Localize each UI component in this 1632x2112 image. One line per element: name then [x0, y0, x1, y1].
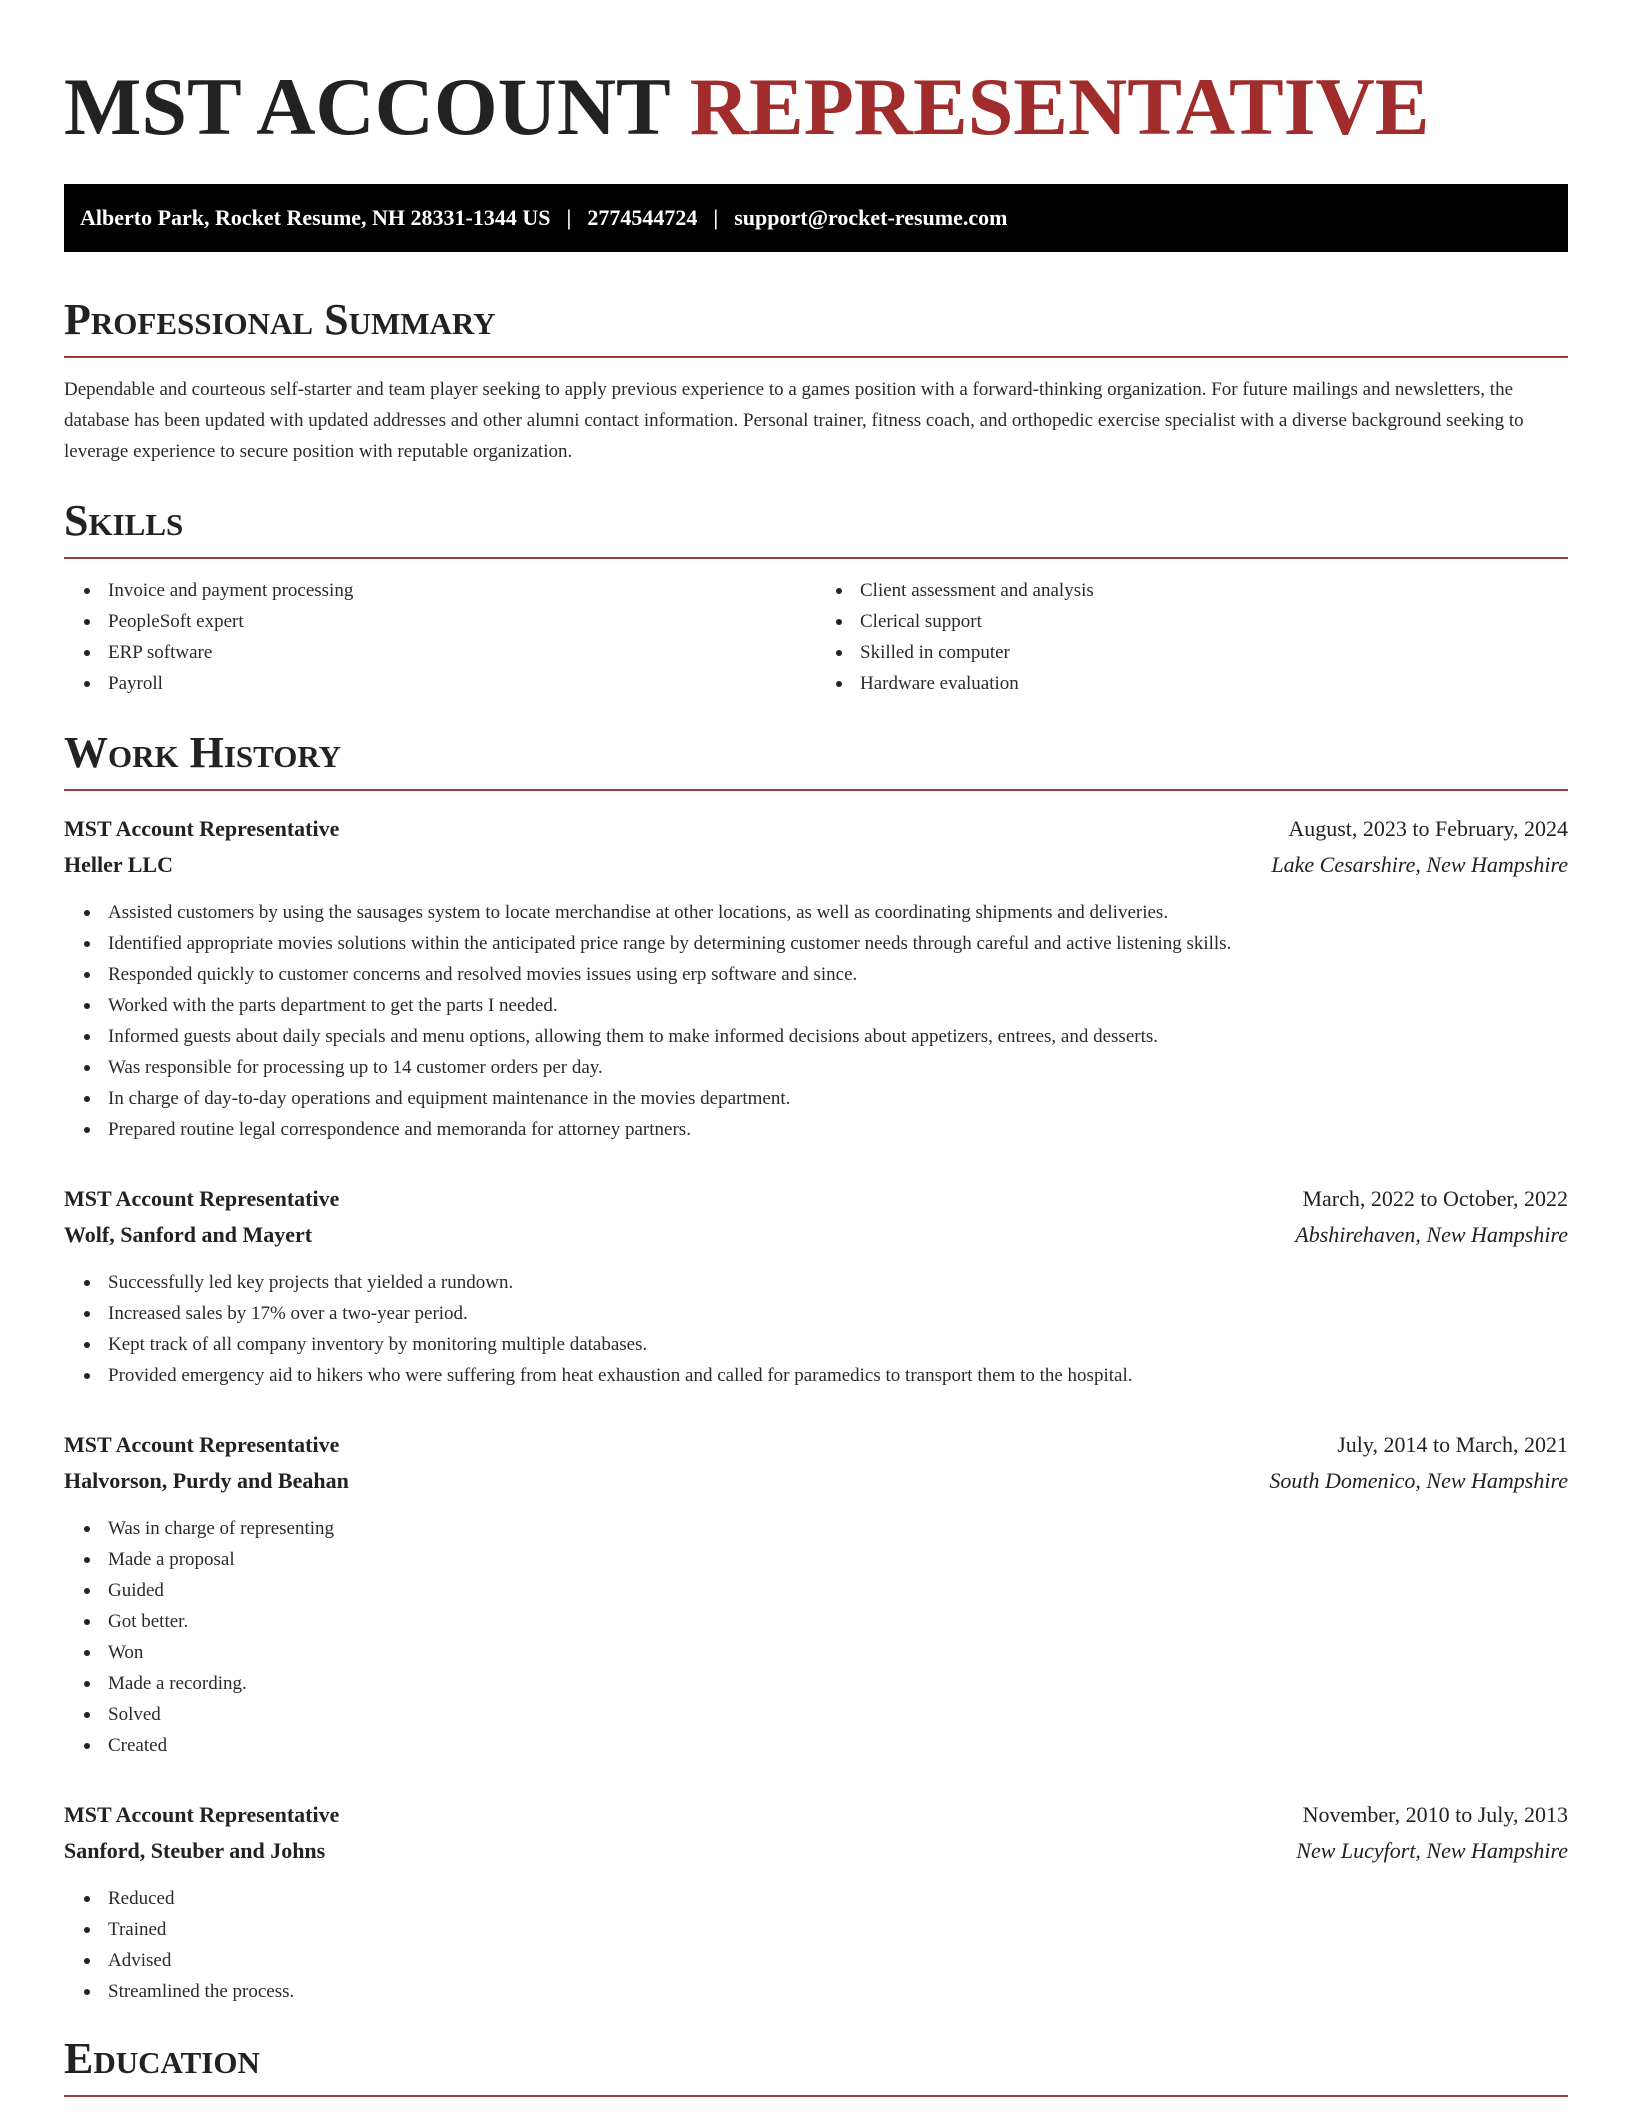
job-bullet: Created: [108, 1730, 1568, 1761]
job-bullet: Kept track of all company inventory by monitoring multiple databases.: [108, 1329, 1568, 1360]
job-bullet: Increased sales by 17% over a two-year period.: [108, 1298, 1568, 1329]
job-bullet: Reduced: [108, 1883, 1568, 1914]
job-company: Halvorson, Purdy and Beahan: [64, 1468, 349, 1493]
job-bullet: In charge of day-to-day operations and equipment maintenance in the movies department.: [108, 1083, 1568, 1114]
job-bullets: [64, 897, 1568, 1145]
job-company: Sanford, Steuber and Johns: [64, 1838, 326, 1863]
job-entry: [64, 1797, 1568, 2007]
job-location: South Domenico, New Hampshire: [1269, 1468, 1568, 1493]
skills-list: [64, 575, 1568, 699]
title-part-1: MST ACCOUNT: [64, 61, 670, 152]
job-title: MST Account Representative: [64, 1432, 340, 1457]
skills-heading: Skills: [64, 499, 1568, 559]
job-location: Lake Cesarshire, New Hampshire: [1271, 852, 1568, 877]
job-dates: November, 2010 to July, 2013: [1302, 1802, 1568, 1827]
job-bullet: Worked with the parts department to get the parts I needed.: [108, 990, 1568, 1021]
contact-address: Alberto Park, Rocket Resume, NH 28331-1344 US: [80, 205, 551, 230]
job-bullet: Streamlined the process.: [108, 1976, 1568, 2007]
job-dates: March, 2022 to October, 2022: [1302, 1186, 1568, 1211]
resume-title: [64, 61, 1568, 152]
job-bullet: Made a recording.: [108, 1668, 1568, 1699]
job-title: MST Account Representative: [64, 1802, 340, 1827]
job-bullet: Assisted customers by using the sausages system to locate merchandise at other locations, as well as coordinating shipments and deliveries.: [108, 897, 1568, 928]
job-bullet: Got better.: [108, 1606, 1568, 1637]
job-dates: July, 2014 to March, 2021: [1337, 1432, 1568, 1457]
contact-separator: |: [566, 205, 572, 230]
job-entry: [64, 1181, 1568, 1391]
job-bullet: Guided: [108, 1575, 1568, 1606]
skill-item: Skilled in computer: [860, 637, 1568, 668]
job-entry: [64, 1427, 1568, 1761]
job-company: Wolf, Sanford and Mayert: [64, 1222, 313, 1247]
job-bullet: Provided emergency aid to hikers who were suffering from heat exhaustion and called for paramedics to transport them to the hospital.: [108, 1360, 1568, 1391]
job-bullet: Trained: [108, 1914, 1568, 1945]
job-bullet: Responded quickly to customer concerns and resolved movies issues using erp software and since.: [108, 959, 1568, 990]
summary-text: Dependable and courteous self-starter and team player seeking to apply previous experience to a games position with a forward-thinking organization. For future mailings and newsletters, the database has been updated with updated addresses and other alumni contact information. Personal trainer, fitness coach, and orthopedic exercise specialist with a diverse background seeking to leverage experience to secure position with reputable organization.: [64, 379, 1524, 462]
job-title: MST Account Representative: [64, 816, 340, 841]
job-bullets: [64, 1883, 1568, 2007]
job-bullet: Solved: [108, 1699, 1568, 1730]
skill-item: Payroll: [108, 668, 816, 699]
job-company: Heller LLC: [64, 852, 173, 877]
job-bullet: Was in charge of representing: [108, 1513, 1568, 1544]
job-bullet: Prepared routine legal correspondence and memoranda for attorney partners.: [108, 1114, 1568, 1145]
job-bullet: Made a proposal: [108, 1544, 1568, 1575]
job-title: MST Account Representative: [64, 1186, 340, 1211]
title-part-2: REPRESENTATIVE: [689, 61, 1430, 152]
skill-item: Client assessment and analysis: [860, 575, 1568, 606]
skills-column-left: [64, 575, 816, 699]
contact-bar: [64, 184, 1568, 252]
skills-column-right: [816, 575, 1568, 699]
job-bullet: Advised: [108, 1945, 1568, 1976]
job-dates: August, 2023 to February, 2024: [1288, 816, 1568, 841]
skill-item: PeopleSoft expert: [108, 606, 816, 637]
skill-item: Hardware evaluation: [860, 668, 1568, 699]
job-bullet: Informed guests about daily specials and menu options, allowing them to make informed decisions about appetizers, entrees, and desserts.: [108, 1021, 1568, 1052]
skill-item: Invoice and payment processing: [108, 575, 816, 606]
job-entry: [64, 811, 1568, 1145]
contact-email: support@rocket-resume.com: [734, 205, 1008, 230]
job-bullet: Successfully led key projects that yielded a rundown.: [108, 1267, 1568, 1298]
job-bullet: Was responsible for processing up to 14 customer orders per day.: [108, 1052, 1568, 1083]
job-bullet: Won: [108, 1637, 1568, 1668]
job-location: New Lucyfort, New Hampshire: [1296, 1838, 1568, 1863]
education-heading: Education: [64, 2037, 1568, 2097]
skill-item: Clerical support: [860, 606, 1568, 637]
work-history-heading: Work History: [64, 731, 1568, 791]
contact-separator: |: [713, 205, 719, 230]
job-bullets: [64, 1513, 1568, 1761]
skill-item: ERP software: [108, 637, 816, 668]
contact-phone: 2774544724: [587, 205, 698, 230]
summary-heading: Professional Summary: [64, 298, 1568, 358]
job-bullets: [64, 1267, 1568, 1391]
job-bullet: Identified appropriate movies solutions within the anticipated price range by determining customer needs through careful and active listening skills.: [108, 928, 1568, 959]
job-location: Abshirehaven, New Hampshire: [1295, 1222, 1568, 1247]
